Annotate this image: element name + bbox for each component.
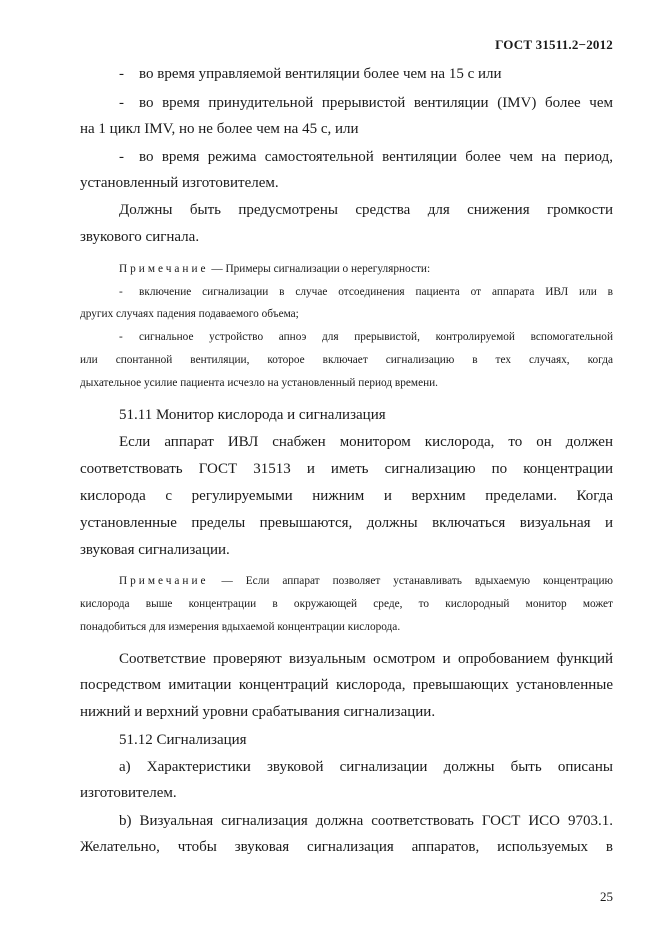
note-text: — Если аппарат позволяет устанавливать вдыхаемую концентрацию xyxy=(208,575,613,587)
list-item xyxy=(119,94,613,112)
list-item-continuation: установленный изготовителем. xyxy=(80,175,279,191)
note-item-continuation: или спонтанной вентиляции, которое включает сигнализацию в тех случаях, когда xyxy=(80,354,613,366)
document-code-header: ГОСТ 31511.2−2012 xyxy=(495,37,613,52)
paragraph-line: Соответствие проверяют визуальным осмотром и опробованием функций xyxy=(119,651,613,667)
list-dash: - xyxy=(119,286,123,298)
paragraph-line: b) Визуальная сигнализация должна соответствовать ГОСТ ИСО 9703.1. xyxy=(119,813,613,829)
note-continuation: понадобиться для измерения вдыхаемой концентрации кислорода. xyxy=(80,621,401,633)
note-text: — Примеры сигнализации о нерегулярности: xyxy=(208,263,431,275)
list-item xyxy=(119,148,613,166)
paragraph-line: Желательно, чтобы звуковая сигнализация аппаратов, используемых в xyxy=(80,839,613,855)
list-dash: - xyxy=(119,95,124,111)
list-dash: - xyxy=(119,149,124,165)
note-item xyxy=(119,285,613,299)
paragraph-line: Должны быть предусмотрены средства для снижения громкости xyxy=(119,202,613,218)
paragraph-line: кислорода с регулируемыми нижним и верхним пределами. Когда xyxy=(80,488,613,504)
section-heading: 51.11 Монитор кислорода и сигнализация xyxy=(119,407,386,423)
list-item xyxy=(119,65,613,83)
list-item-continuation: на 1 цикл IMV, но не более чем на 45 с, или xyxy=(80,121,359,137)
paragraph-line: звуковая сигнализации. xyxy=(80,542,230,558)
paragraph-line: а) Характеристики звуковой сигнализации должны быть описаны xyxy=(119,759,613,775)
paragraph-line: изготовителем. xyxy=(80,785,177,801)
note-label: Примечание xyxy=(119,575,209,587)
note-continuation: кислорода выше концентрации в окружающей среде, то кислородный монитор может xyxy=(80,598,613,610)
paragraph-line: звукового сигнала. xyxy=(80,229,200,245)
list-dash: - xyxy=(119,331,123,343)
list-dash: - xyxy=(119,66,124,82)
paragraph-line: нижний и верхний уровни срабатывания сигнализации. xyxy=(80,704,436,720)
paragraph-line: Если аппарат ИВЛ снабжен монитором кислорода, то он должен xyxy=(119,434,613,450)
paragraph-line: установленные пределы превышаются, должны включаться визуальная и xyxy=(80,515,613,531)
note-item-continuation: других случаях падения подаваемого объема; xyxy=(80,308,299,320)
paragraph-line: посредством имитации концентраций кислорода, превышающих установленные xyxy=(80,677,613,693)
list-item-text: во время управляемой вентиляции более чем на 15 с или xyxy=(139,66,502,82)
paragraph-line: соответствовать ГОСТ 31513 и иметь сигнализацию по концентрации xyxy=(80,461,613,477)
section-heading: 51.12 Сигнализация xyxy=(119,732,247,748)
page-number: 25 xyxy=(600,889,613,904)
note-label: Примечание xyxy=(119,263,209,275)
note-item-text: сигнальное устройство апноэ для прерывистой, контролируемой вспомогательной xyxy=(139,331,613,343)
list-item-text: во время режима самостоятельной вентиляции более чем на период, xyxy=(139,149,613,165)
note-item-text: включение сигнализации в случае отсоединения пациента от аппарата ИВЛ или в xyxy=(139,286,613,298)
note-item xyxy=(119,330,613,344)
note-heading xyxy=(119,262,613,276)
note-item-continuation: дыхательное усилие пациента исчезло на установленный период времени. xyxy=(80,377,439,389)
list-item-text: во время принудительной прерывистой вентиляции (IMV) более чем xyxy=(139,95,613,111)
note-heading xyxy=(119,574,613,588)
